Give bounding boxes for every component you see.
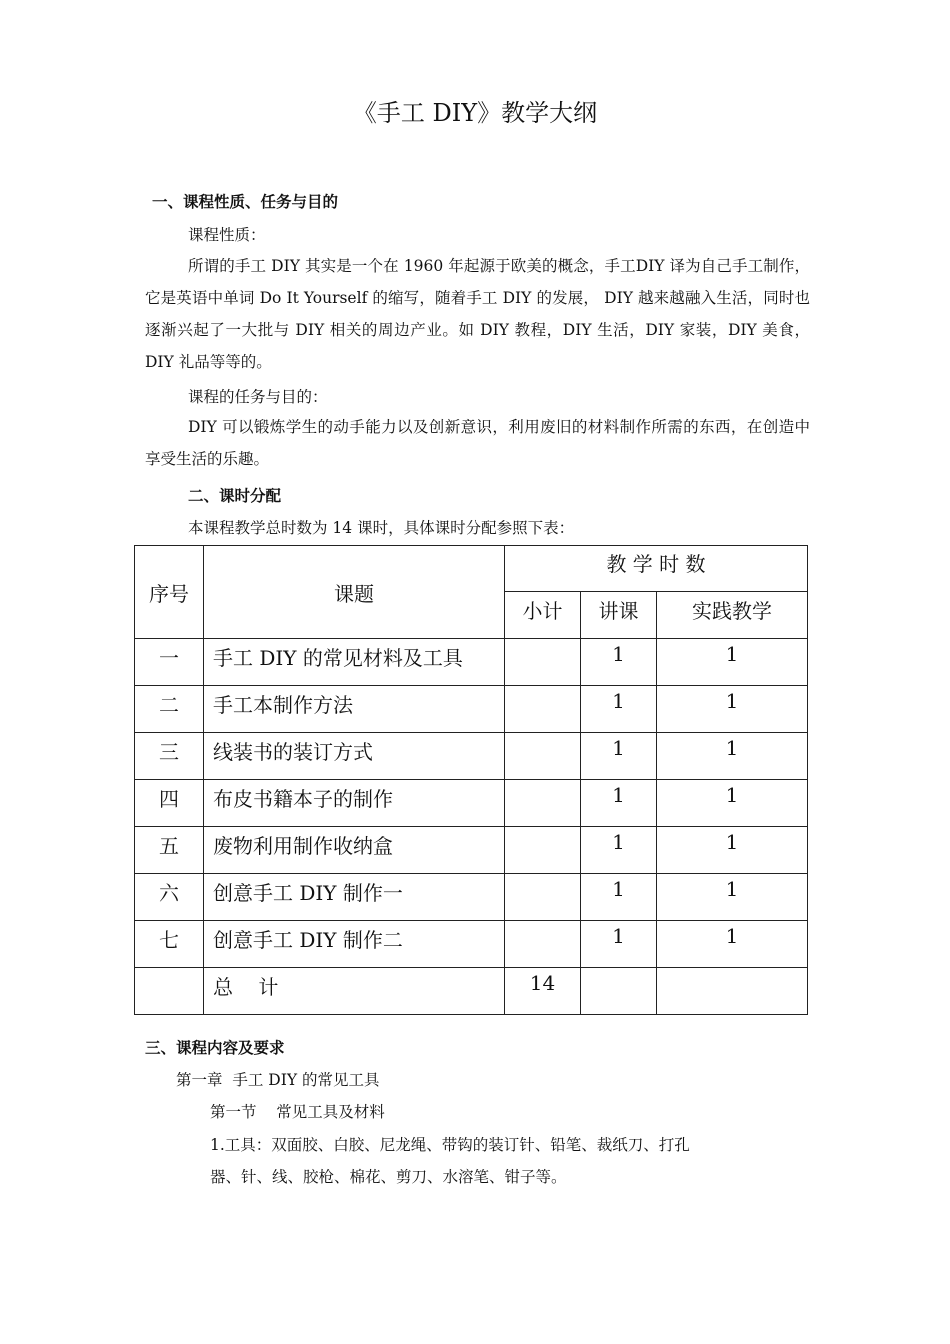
total-seq bbox=[135, 968, 204, 1015]
tools-line-1: 1.工具：双面胶、白胶、尼龙绳、带钩的装订针、铅笔、裁纸刀、打孔 bbox=[210, 1136, 690, 1154]
row-seq: 三 bbox=[135, 733, 204, 780]
row-practice: 1 bbox=[657, 780, 808, 827]
page-title: 《手工 DIY》教学大纲 bbox=[352, 99, 598, 127]
row-seq: 四 bbox=[135, 780, 204, 827]
row-lecture: 1 bbox=[581, 733, 657, 780]
row-topic: 创意手工 DIY 制作一 bbox=[204, 874, 505, 921]
row-seq: 五 bbox=[135, 827, 204, 874]
header-subtotal: 小计 bbox=[505, 592, 581, 639]
row-topic: 线装书的装订方式 bbox=[204, 733, 505, 780]
total-lecture bbox=[581, 968, 657, 1015]
table-row bbox=[135, 921, 808, 968]
row-seq: 一 bbox=[135, 639, 204, 686]
row-practice: 1 bbox=[657, 686, 808, 733]
row-practice: 1 bbox=[657, 733, 808, 780]
table-row bbox=[135, 639, 808, 686]
header-practice: 实践教学 bbox=[657, 592, 808, 639]
table-row bbox=[135, 827, 808, 874]
header-topic: 课题 bbox=[204, 546, 505, 639]
row-practice: 1 bbox=[657, 921, 808, 968]
chapter-title: 第一章 手工 DIY 的常见工具 bbox=[176, 1071, 380, 1089]
row-subtotal bbox=[505, 827, 581, 874]
row-lecture: 1 bbox=[581, 874, 657, 921]
row-lecture: 1 bbox=[581, 780, 657, 827]
row-topic: 废物利用制作收纳盒 bbox=[204, 827, 505, 874]
section2-heading: 二、课时分配 bbox=[188, 487, 282, 505]
row-subtotal bbox=[505, 780, 581, 827]
header-seq: 序号 bbox=[135, 546, 204, 639]
course-task-paragraph: DIY 可以锻炼学生的动手能力以及创新意识，利用废旧的材料制作所需的东西，在创造中享受生活的乐趣。 bbox=[145, 418, 810, 468]
course-task-label: 课程的任务与目的： bbox=[188, 388, 328, 406]
row-seq: 七 bbox=[135, 921, 204, 968]
row-practice: 1 bbox=[657, 639, 808, 686]
hours-table bbox=[134, 545, 808, 1015]
row-lecture: 1 bbox=[581, 686, 657, 733]
section1-heading: 一、课程性质、任务与目的 bbox=[152, 193, 339, 211]
row-seq: 六 bbox=[135, 874, 204, 921]
row-topic: 手工本制作方法 bbox=[204, 686, 505, 733]
row-topic: 创意手工 DIY 制作二 bbox=[204, 921, 505, 968]
row-subtotal bbox=[505, 733, 581, 780]
row-topic: 手工 DIY 的常见材料及工具 bbox=[204, 639, 505, 686]
section3-heading: 三、课程内容及要求 bbox=[145, 1039, 285, 1057]
course-nature-paragraph: 所谓的手工 DIY 其实是一个在 1960 年起源于欧美的概念，手工DIY 译为自己手工制作，它是英语中单词 Do It Yourself 的缩写，随着手工 DIY 的发展， DIY 越来越融入生活，同时也逐渐兴起了一大批与 DIY 相关的周边产业。如 DIY 教程，DIY 生活，DIY 家装，DIY 美食，DIY 礼品等等的。 bbox=[145, 257, 810, 371]
row-seq: 二 bbox=[135, 686, 204, 733]
header-hours-group: 教 学 时 数 bbox=[505, 546, 808, 592]
table-row bbox=[135, 780, 808, 827]
total-subtotal: 14 bbox=[505, 968, 581, 1015]
section-title: 第一节 常见工具及材料 bbox=[210, 1103, 385, 1121]
table-row bbox=[135, 733, 808, 780]
row-practice: 1 bbox=[657, 874, 808, 921]
total-label: 总 计 bbox=[204, 968, 505, 1015]
course-nature-label: 课程性质： bbox=[188, 226, 266, 244]
row-topic: 布皮书籍本子的制作 bbox=[204, 780, 505, 827]
row-lecture: 1 bbox=[581, 921, 657, 968]
hours-intro: 本课程教学总时数为 14 课时，具体课时分配参照下表： bbox=[188, 519, 575, 537]
table-total-row bbox=[135, 968, 808, 1015]
row-subtotal bbox=[505, 874, 581, 921]
table-row bbox=[135, 874, 808, 921]
row-subtotal bbox=[505, 639, 581, 686]
row-subtotal bbox=[505, 686, 581, 733]
row-subtotal bbox=[505, 921, 581, 968]
tools-line-2: 器、针、线、胶枪、棉花、剪刀、水溶笔、钳子等。 bbox=[210, 1168, 567, 1186]
row-practice: 1 bbox=[657, 827, 808, 874]
header-lecture: 讲课 bbox=[581, 592, 657, 639]
row-lecture: 1 bbox=[581, 639, 657, 686]
table-row bbox=[135, 686, 808, 733]
total-practice bbox=[657, 968, 808, 1015]
row-lecture: 1 bbox=[581, 827, 657, 874]
